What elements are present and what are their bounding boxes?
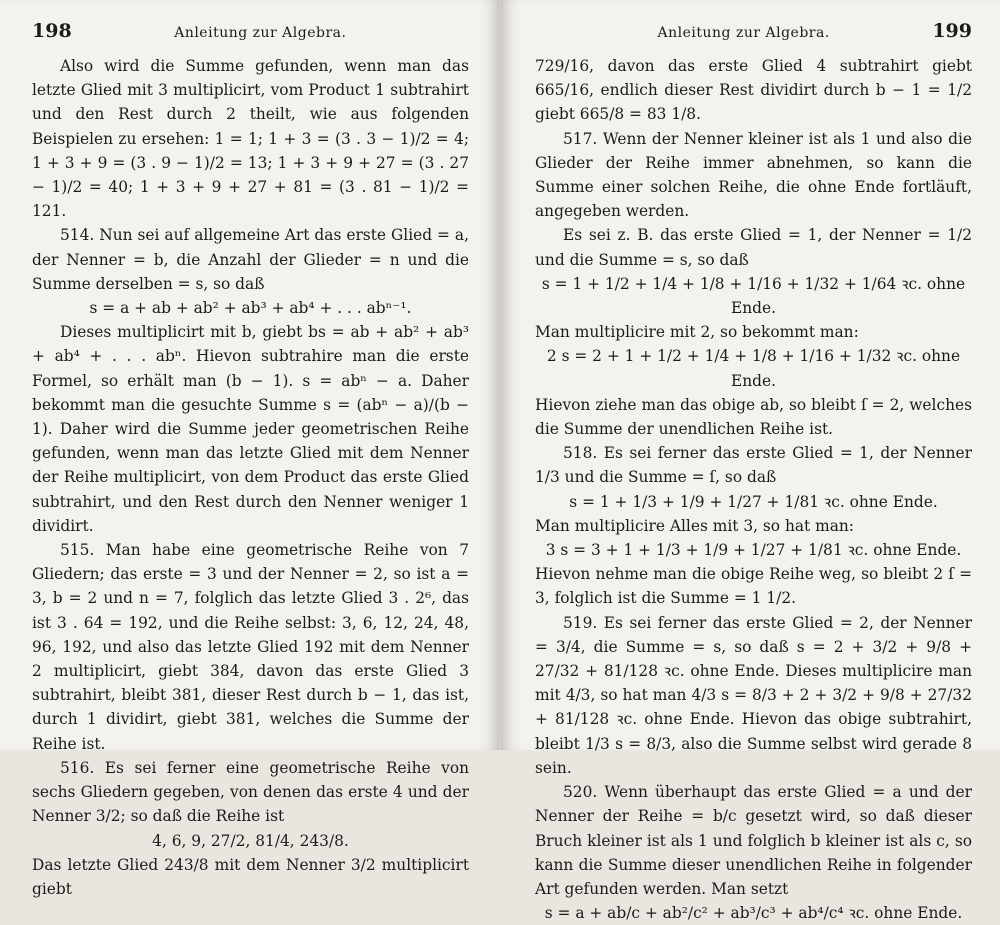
paragraph: Das letzte Glied 243/8 mit dem Nenner 3/2 multiplicirt giebt: [32, 855, 469, 898]
left-page-header: [32, 20, 469, 48]
equation: s = 1 + 1/2 + 1/4 + 1/8 + 1/16 + 1/32 + 1/64 ꝛc. ohne Ende.: [541, 274, 966, 318]
paragraph: 729/16, davon das erste Glied 4 subtrahirt giebt 665/16, endlich dieser Rest dividirt durch b − 1 = 1/2 giebt 665/8 = 83 1/8.: [535, 57, 972, 124]
paragraph: 520. Wenn überhaupt das erste Glied = a und der Nenner der Reihe = b/c gesetzt wird, so daß dieser Bruch kleiner ist als 1 und folglich b kleiner ist als c, so kann die Summe dieser unendlichen Reihe in folgender Art gefunden werden. Man setzt: [535, 783, 972, 898]
paragraph: Dieses multiplicirt mit b, giebt bs = ab + ab² + ab³ + ab⁴ + . . . abⁿ. Hievon subtrahire man die erste Formel, so erhält man (b − 1). s = abⁿ − a. Daher bekommt man die gesuchte Summe s = (abⁿ − a)/(b − 1). Daher wird die Summe jeder geometrischen Reihe gefunden, wenn man das letzte Glied mit dem Nenner der Reihe multiplicirt, von dem Product das erste Glied subtrahirt, und den Rest durch den Nenner weniger 1 dividirt.: [32, 323, 469, 535]
paragraph: Man multiplicire mit 2, so bekommt man:: [535, 323, 859, 342]
paragraph: Man multiplicire Alles mit 3, so hat man:: [535, 516, 854, 535]
paragraph: Also wird die Summe gefunden, wenn man das letzte Glied mit 3 multiplicirt, vom Product 1 subtrahirt und den Rest durch 2 theilt, wie aus folgenden Beispielen zu ersehen: 1 = 1; 1 + 3 = (3 . 3 − 1)/2 = 4; 1 + 3 + 9 = (3 . 9 − 1)/2 = 13; 1 + 3 + 9 + 27 = (3 . 27 − 1)/2 = 40; 1 + 3 + 9 + 27 + 81 = (3 . 81 − 1)/2 = 121.: [32, 57, 469, 221]
paragraph: 516. Es sei ferner eine geometrische Reihe von sechs Gliedern gegeben, von denen das erste 4 und der Nenner 3/2; so daß die Reihe ist: [32, 758, 469, 826]
paragraph: Es sei z. B. das erste Glied = 1, der Nenner = 1/2 und die Summe = s, so daß: [535, 226, 972, 269]
running-head: Anleitung zur Algebra.: [657, 25, 830, 41]
equation: 3 s = 3 + 1 + 1/3 + 1/9 + 1/27 + 1/81 ꝛc. ohne Ende.: [545, 541, 962, 560]
paragraph: 519. Es sei ferner das erste Glied = 2, der Nenner = 3/4, die Summe = s, so daß s = 2 + 3/2 + 9/8 + 27/32 + 81/128 ꝛc. ohne Ende. Dieses multiplicire man mit 4/3, so hat man 4/3 s = 8/3 + 2 + 3/2 + 9/8 + 27/32 + 81/128 ꝛc. ohne Ende. Hievon das obige subtrahirt, bleibt 1/3 s = 8/3, also die Summe selbst wird gerade 8 sein.: [535, 613, 972, 777]
page-number: 199: [932, 20, 972, 42]
equation: s = 1 + 1/3 + 1/9 + 1/27 + 1/81 ꝛc. ohne Ende.: [569, 492, 938, 511]
left-page-body: [32, 54, 469, 901]
right-page-body: [535, 54, 972, 925]
page-number: 198: [32, 20, 72, 42]
equation: s = a + ab/c + ab²/c² + ab³/c³ + ab⁴/c⁴ ꝛc. ohne Ende.: [544, 904, 963, 923]
paragraph: Hievon ziehe man das obige ab, so bleibt ſ = 2, welches die Summe der unendlichen Reihe ist.: [535, 395, 972, 439]
left-page: [0, 0, 500, 898]
paragraph: 518. Es sei ferner das erste Glied = 1, der Nenner 1/3 und die Summe = ſ, so daß: [535, 444, 972, 487]
right-page-header: [535, 20, 972, 48]
right-page: [500, 0, 1000, 923]
running-head: Anleitung zur Algebra.: [174, 25, 347, 41]
paragraph: 517. Wenn der Nenner kleiner ist als 1 und also die Glieder der Reihe immer abnehmen, so kann die Summe einer solchen Reihe, die ohne Ende fortläuft, angegeben werden.: [535, 129, 972, 221]
paragraph: Hievon nehme man die obige Reihe weg, so bleibt 2 ſ = 3, folglich ist die Summe = 1 1/2.: [535, 565, 972, 608]
equation: 4, 6, 9, 27/2, 81/4, 243/8.: [152, 831, 349, 850]
equation: s = a + ab + ab² + ab³ + ab⁴ + . . . abⁿ⁻¹.: [89, 299, 412, 318]
equation: 2 s = 2 + 1 + 1/2 + 1/4 + 1/8 + 1/16 + 1/32 ꝛc. ohne Ende.: [546, 347, 961, 390]
paragraph: 514. Nun sei auf allgemeine Art das erste Glied = a, der Nenner = b, die Anzahl der Glieder = n und die Summe derselben = s, so daß: [32, 226, 469, 293]
paragraph: 515. Man habe eine geometrische Reihe von 7 Gliedern; das erste = 3 und der Nenner = 2, so ist a = 3, b = 2 und n = 7, folglich das letzte Glied 3 . 2⁶, das ist 3 . 64 = 192, und die Reihe selbst: 3, 6, 12, 24, 48, 96, 192, und also das letzte Glied 192 mit dem Nenner 2 multiplicirt, giebt 384, davon das erste Glied 3 subtrahirt, bleibt 381, dieser Rest durch b − 1, das ist, durch 1 dividirt, giebt 381, welches die Summe der Reihe ist.: [32, 541, 469, 753]
